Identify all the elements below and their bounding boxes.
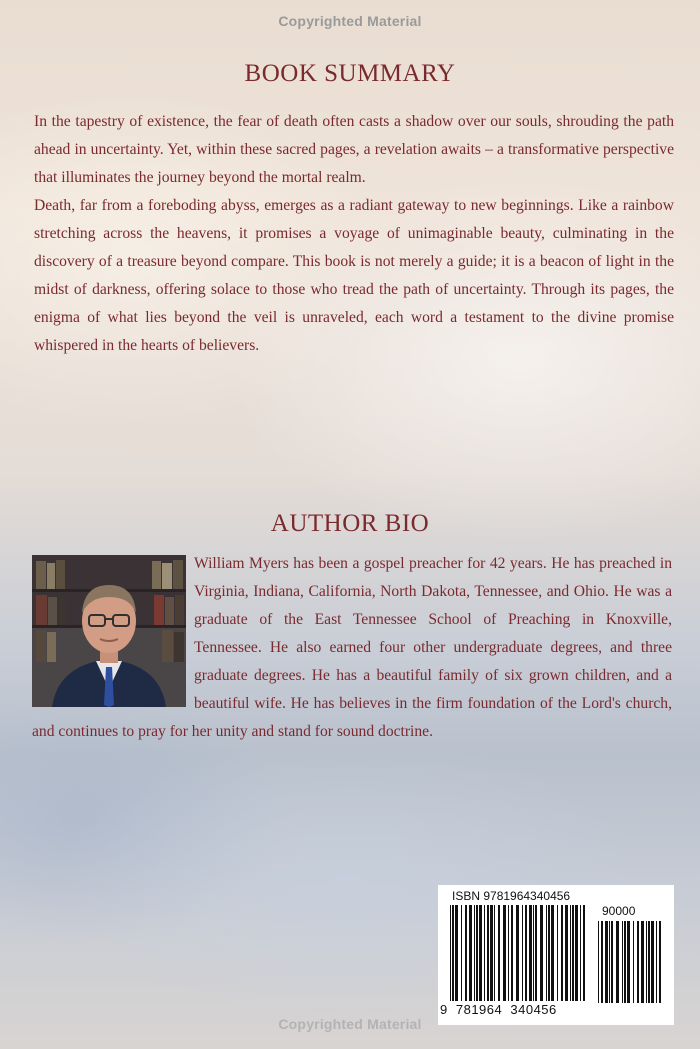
barcode-bar (548, 905, 550, 1001)
barcode-bar (580, 905, 581, 1001)
barcode-bar (494, 905, 495, 1001)
barcode-bar (572, 905, 574, 1001)
barcode-bar (484, 905, 485, 1001)
barcode-bar (646, 921, 647, 1003)
barcode-bar (474, 905, 475, 1001)
photo-spacer (32, 550, 190, 706)
barcode-bar (624, 921, 626, 1003)
barcode-bar (565, 905, 568, 1001)
barcode-bar (598, 921, 599, 1003)
barcode-bar (476, 905, 478, 1001)
barcode-bar (529, 905, 532, 1001)
barcode-bar (622, 921, 623, 1003)
author-bio-text (32, 550, 672, 746)
barcode-bar (461, 905, 462, 1001)
barcode-bar (490, 905, 493, 1001)
summary-paragraph-1: In the tapestry of existence, the fear of death often casts a shadow over our souls, shrouding the path ahead in uncertainty. Yet, within these sacred pages, a revelation awaits – a transformative perspective that illuminates the journey beyond the mortal realm. (34, 113, 674, 186)
barcode-bar (611, 921, 613, 1003)
barcode-bar (551, 905, 554, 1001)
barcode-bar (651, 921, 654, 1003)
barcode-bar (516, 905, 519, 1001)
barcode-bar (659, 921, 661, 1003)
isbn-label: ISBN 9781964340456 (452, 889, 571, 903)
book-summary-text (34, 108, 674, 360)
barcode-bar (583, 905, 585, 1001)
barcode-bar (465, 905, 467, 1001)
author-bio-heading: AUTHOR BIO (270, 510, 430, 537)
barcode-bar (452, 905, 454, 1001)
barcode-bar (503, 905, 506, 1001)
barcode-bar (487, 905, 489, 1001)
barcode-bar (535, 905, 537, 1001)
barcode-digits (440, 1002, 561, 1017)
barcode-digit-left: 781964 (455, 1002, 503, 1017)
barcode-bar (641, 921, 644, 1003)
barcode-bar (561, 905, 563, 1001)
barcode-bar (605, 921, 608, 1003)
barcode-bar (609, 921, 610, 1003)
book-summary-heading: BOOK SUMMARY (244, 60, 456, 87)
barcode-bar (557, 905, 558, 1001)
barcode-bar (627, 921, 630, 1003)
barcode-bar (522, 905, 523, 1001)
barcode-bar (546, 905, 547, 1001)
price-addon-label: 90000 (602, 904, 636, 918)
barcode-bar (601, 921, 603, 1003)
watermark-top: Copyrighted Material (278, 13, 422, 29)
barcode-bar (450, 905, 451, 1001)
barcode-bar (575, 905, 578, 1001)
barcode-bar (498, 905, 500, 1001)
barcode-bar (633, 921, 634, 1003)
barcode-bar (616, 921, 619, 1003)
barcode-bar (469, 905, 472, 1001)
barcode-bar (637, 921, 639, 1003)
barcode-bar (508, 905, 509, 1001)
barcode-digit-right: 340456 (510, 1002, 557, 1017)
watermark-bottom: Copyrighted Material (278, 1016, 422, 1032)
summary-paragraph-2: Death, far from a foreboding abyss, emerges as a radiant gateway to new beginnings. Like a rainbow stretching across the heavens, it promises a voyage of unimaginable beauty, culminating in the discovery of a treasure beyond compare. This book is not merely a guide; it is a beacon of light in the midst of darkness, offering solace to those who tread the path of uncertainty. Through its pages, the enigma of what lies beyond the veil is unraveled, each word a testament to the divine promise whispered in the hearts of believers. (34, 197, 674, 354)
barcode-bar (525, 905, 527, 1001)
barcode-bar (656, 921, 657, 1003)
barcode-bar (648, 921, 650, 1003)
author-bio-paragraph: William Myers has been a gospel preacher for 42 years. He has preached in Virginia, Indiana, California, North Dakota, Tennessee, and Ohio. He was a graduate of the East Tennessee School of Preaching in Knoxville, Tennessee. He also earned four other undergraduate degrees, and three graduate degrees. He has a beautiful family of six grown children, and a beautiful wife. He has believes in the firm foundation of the Lord's church, and continues to pray for her unity and stand for sound doctrine. (32, 555, 672, 740)
barcode-bar (479, 905, 482, 1001)
barcode-bar (455, 905, 458, 1001)
barcode-bar (533, 905, 534, 1001)
barcode-bar (511, 905, 513, 1001)
barcode-bar (540, 905, 543, 1001)
barcode-digit-prefix: 9 (440, 1002, 448, 1017)
barcode-bar (570, 905, 571, 1001)
